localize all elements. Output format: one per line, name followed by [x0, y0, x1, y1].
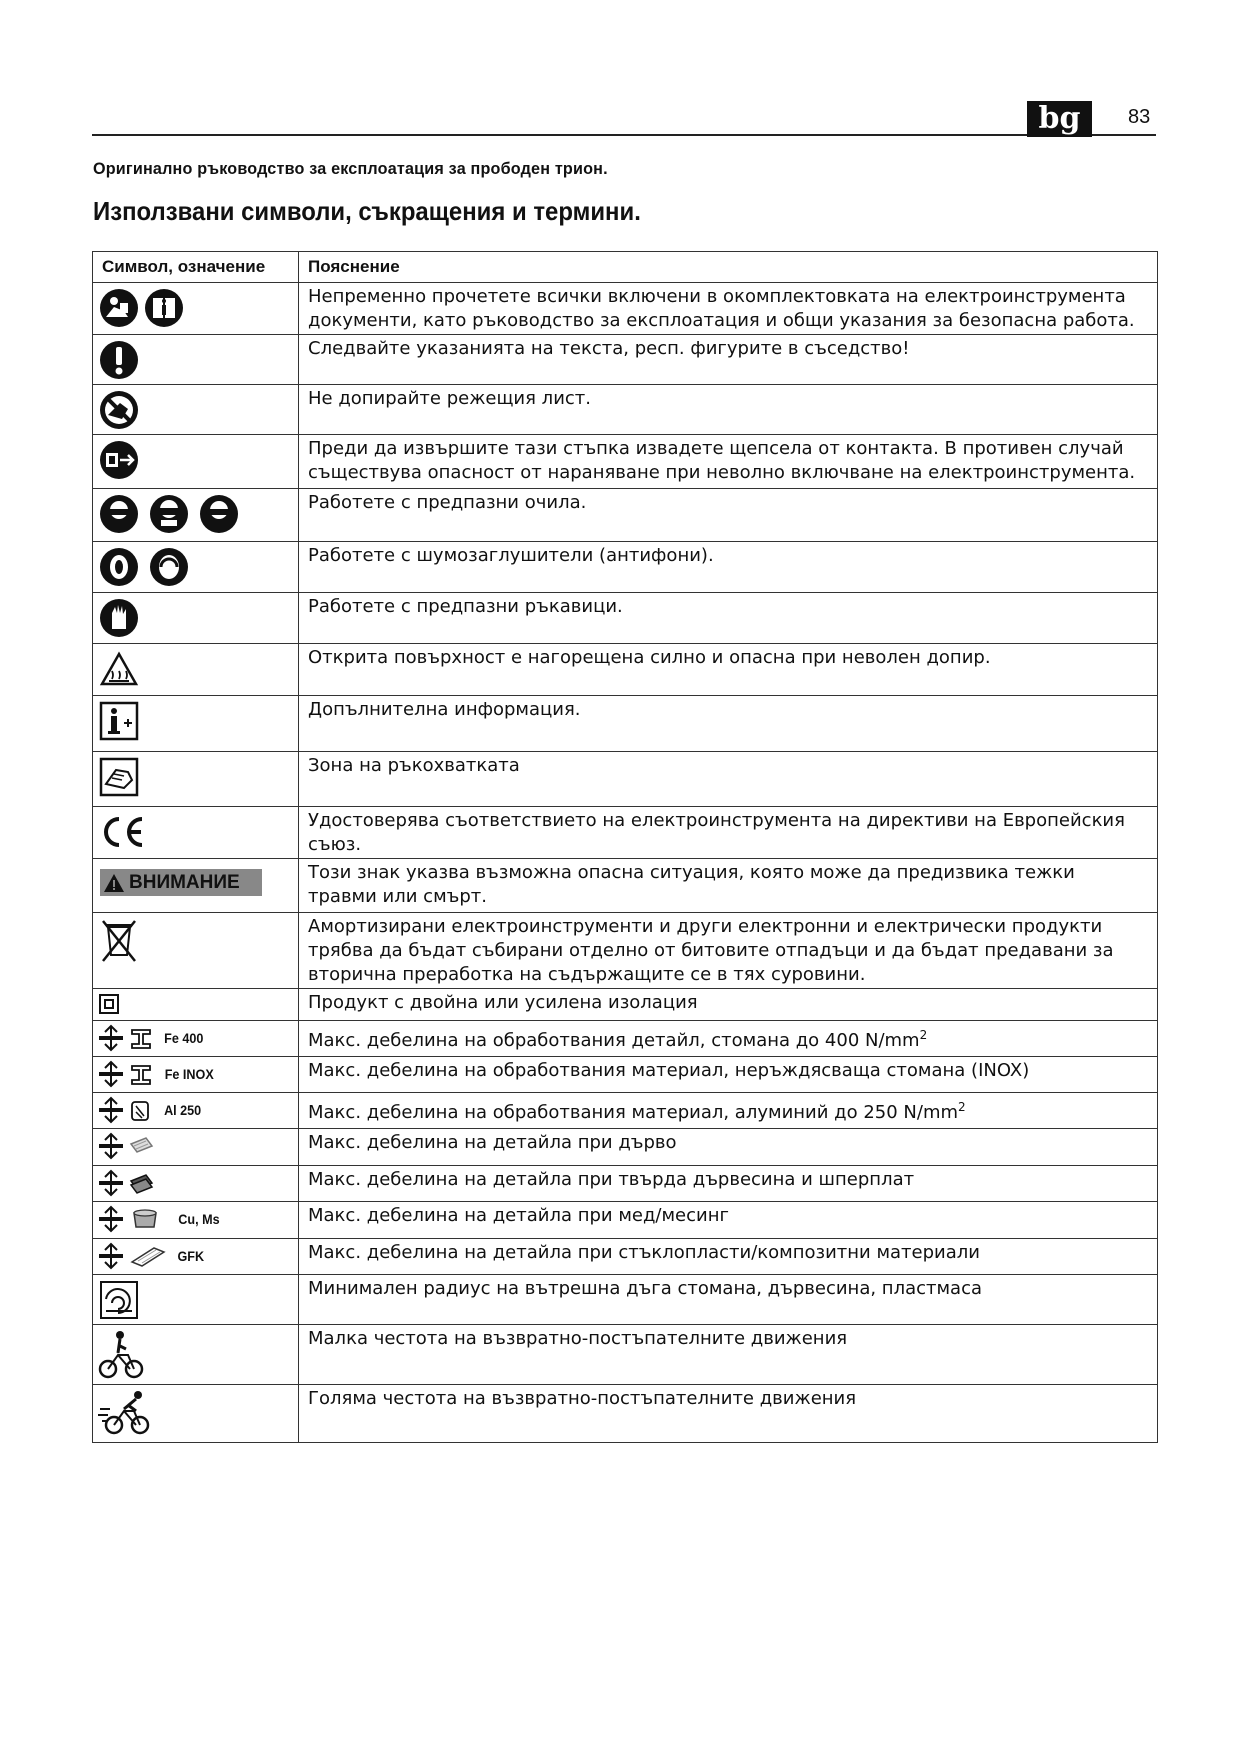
wood-thickness-icon: [128, 1132, 154, 1160]
ce-mark-icon: [98, 811, 148, 853]
row-explanation: Зона на ръкохватката: [299, 752, 1158, 807]
read-manual-icon: [98, 287, 190, 329]
table-row: [93, 435, 1158, 489]
row-explanation: Непременно прочетете всички включени в окомплектовката на електроинструмента документи, като ръководство за експлоатация и общи указания за безопасна работа.: [299, 283, 1158, 335]
row-explanation: Амортизирани електроинструменти и други електронни и електрически продукти трябва да бъдат събирани отделно от битовите отпадъци и да бъдат предавани за вторична преработка на съдържащите се в тях суровини.: [299, 913, 1158, 989]
material-label: Fe INOX: [164, 1066, 214, 1082]
table-row: [93, 283, 1158, 335]
row-explanation: Допълнителна информация.: [299, 696, 1158, 752]
thickness-arrows-icon: [98, 1060, 124, 1088]
row-explanation: Работете с шумозаглушители (антифони).: [299, 542, 1158, 593]
weee-bin-icon: [98, 917, 140, 965]
warning-badge: [100, 869, 262, 896]
row-explanation: Макс. дебелина на обработвания детайл, стомана до 400 $N/mm^2$: [299, 1021, 1158, 1057]
page-number: 83: [1128, 106, 1151, 128]
table-row: [93, 489, 1158, 542]
table-row: [93, 385, 1158, 435]
low-stroke-rate-icon: [98, 1329, 146, 1381]
unplug-icon: [98, 439, 140, 481]
thickness-arrows-icon: [98, 1096, 124, 1124]
material-label: Fe 400: [164, 1030, 204, 1046]
high-stroke-rate-icon: [98, 1389, 154, 1437]
row-explanation: Преди да извършите тази стъпка извадете щепсела от контакта. В противен случай съществува опасност от нараняване при неволно включване на електроинструмента.: [299, 435, 1158, 489]
table-row: [93, 593, 1158, 644]
row-explanation: Малка честота на възвратно-постъпателните движения: [299, 1325, 1158, 1385]
table-row: [93, 1385, 1158, 1443]
table-row: [93, 696, 1158, 752]
table-row: [93, 1166, 1158, 1202]
grip-zone-icon: [98, 756, 140, 798]
column-header-symbol: Символ, означение: [93, 252, 299, 283]
gfk-thickness-icon: [128, 1242, 168, 1270]
row-explanation: Работете с предпазни очила.: [299, 489, 1158, 542]
table-row: [93, 989, 1158, 1021]
hardwood-thickness-icon: [128, 1169, 154, 1197]
column-header-explanation: Пояснение: [299, 252, 1158, 283]
table-header-row: [93, 252, 1158, 283]
page-title: Използвани символи, съкращения и термини.: [93, 196, 641, 226]
table-row: [93, 335, 1158, 385]
row-explanation: Този знак указва възможна опасна ситуация, която може да предизвика тежки травми или смърт.: [299, 859, 1158, 913]
language-badge: bg: [1027, 101, 1092, 137]
thickness-arrows-icon: [98, 1205, 124, 1233]
inox-thickness-icon: [128, 1060, 154, 1088]
thickness-arrows-icon: [98, 1242, 124, 1270]
table-row: [93, 1093, 1158, 1129]
exclamation-icon: [98, 339, 140, 381]
material-label: GFK: [177, 1248, 205, 1264]
material-label: Cu, Ms: [178, 1211, 220, 1227]
table-row: [93, 807, 1158, 859]
table-row: [93, 913, 1158, 989]
warning-triangle-icon: [103, 873, 125, 893]
steel-thickness-icon: [128, 1024, 154, 1052]
table-row: [93, 1129, 1158, 1166]
ear-protection-icon: [98, 546, 194, 588]
table-row: [93, 859, 1158, 913]
copper-thickness-icon: [128, 1205, 168, 1233]
row-explanation: Макс. дебелина на обработвания материал, неръждясваща стомана (INOX): [299, 1057, 1158, 1093]
row-explanation: Голяма честота на възвратно-постъпателните движения: [299, 1385, 1158, 1443]
material-label: Al 250: [164, 1102, 202, 1118]
row-explanation: Работете с предпазни ръкавици.: [299, 593, 1158, 644]
do-not-touch-blade-icon: [98, 389, 140, 431]
safety-glasses-icon: [98, 493, 244, 535]
row-explanation: Открита повърхност е нагорещена силно и опасна при неволен допир.: [299, 644, 1158, 696]
row-explanation: Не допирайте режещия лист.: [299, 385, 1158, 435]
table-row: [93, 644, 1158, 696]
table-row: [93, 1239, 1158, 1275]
double-insulation-icon: [98, 993, 120, 1015]
min-radius-icon: [98, 1279, 140, 1321]
thickness-arrows-icon: [98, 1132, 124, 1160]
table-row: [93, 752, 1158, 807]
table-row: [93, 1021, 1158, 1057]
row-explanation: Макс. дебелина на детайла при твърда дървесина и шперплат: [299, 1166, 1158, 1202]
document-subtitle: Оригинално ръководство за експлоатация за прободен трион.: [93, 159, 608, 178]
info-icon: [98, 700, 140, 742]
thickness-arrows-icon: [98, 1024, 124, 1052]
hot-surface-icon: [98, 648, 140, 690]
gloves-icon: [98, 597, 140, 639]
row-explanation: Макс. дебелина на обработвания материал, алуминий до 250 $N/mm^2$: [299, 1093, 1158, 1129]
row-explanation: Удостоверява съответствието на електроинструмента на директиви на Европейския съюз.: [299, 807, 1158, 859]
warning-badge-label: ВНИМАНИЕ: [129, 871, 240, 893]
table-row: [93, 1325, 1158, 1385]
header-rule: [92, 134, 1156, 136]
row-explanation: Продукт с двойна или усилена изолация: [299, 989, 1158, 1021]
table-row: [93, 1275, 1158, 1325]
aluminium-thickness-icon: [128, 1096, 154, 1124]
table-row: [93, 1202, 1158, 1239]
row-explanation: Макс. дебелина на детайла при мед/месинг: [299, 1202, 1158, 1239]
table-row: [93, 542, 1158, 593]
table-row: [93, 1057, 1158, 1093]
row-explanation: Следвайте указанията на текста, респ. фигурите в съседство!: [299, 335, 1158, 385]
symbols-table: [92, 251, 1158, 1443]
row-explanation: Макс. дебелина на детайла при дърво: [299, 1129, 1158, 1166]
row-explanation: Макс. дебелина на детайла при стъклопласти/композитни материали: [299, 1239, 1158, 1275]
thickness-arrows-icon: [98, 1169, 124, 1197]
row-explanation: Минимален радиус на вътрешна дъга стомана, дървесина, пластмаса: [299, 1275, 1158, 1325]
